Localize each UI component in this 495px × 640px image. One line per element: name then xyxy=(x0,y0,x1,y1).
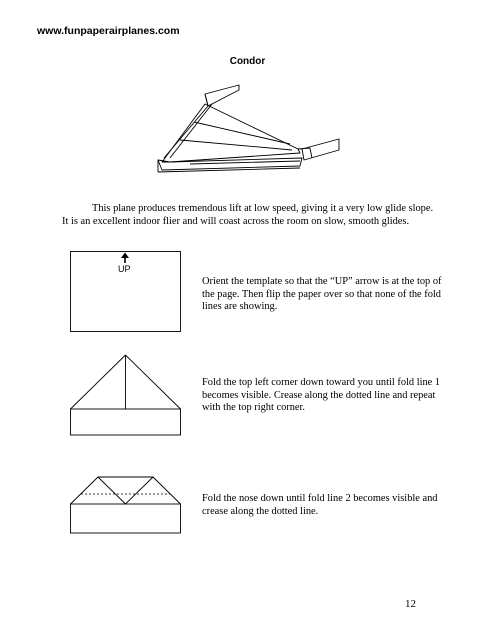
intro-text: This plane produces tremendous lift at low speed, giving it a very low glide slope. It is an excellent indoor flier and will coast across the room on slow, smooth glides. xyxy=(62,203,434,227)
up-label: UP xyxy=(118,264,131,274)
page-title: Condor xyxy=(229,56,266,67)
step-3-diagram xyxy=(70,476,182,536)
page-number: 12 xyxy=(405,598,416,610)
intro-paragraph xyxy=(62,203,442,228)
step-1-diagram xyxy=(70,251,182,333)
site-url: www.funpaperairplanes.com xyxy=(37,25,180,37)
step-2-text: Fold the top left corner down toward you until fold line 1 becomes visible. Crease along the dotted line and repeat with the top right corner. xyxy=(202,377,441,413)
up-arrow-icon xyxy=(121,253,129,264)
step-3-text: Fold the nose down until fold line 2 becomes visible and crease along the dotted line. xyxy=(202,493,438,517)
step-2-diagram xyxy=(70,354,182,436)
condor-plane-illustration xyxy=(150,82,350,182)
step-1-text: Orient the template so that the “UP” arrow is at the top of the page. Then flip the paper over so that none of the fold lines are showing. xyxy=(202,276,442,312)
